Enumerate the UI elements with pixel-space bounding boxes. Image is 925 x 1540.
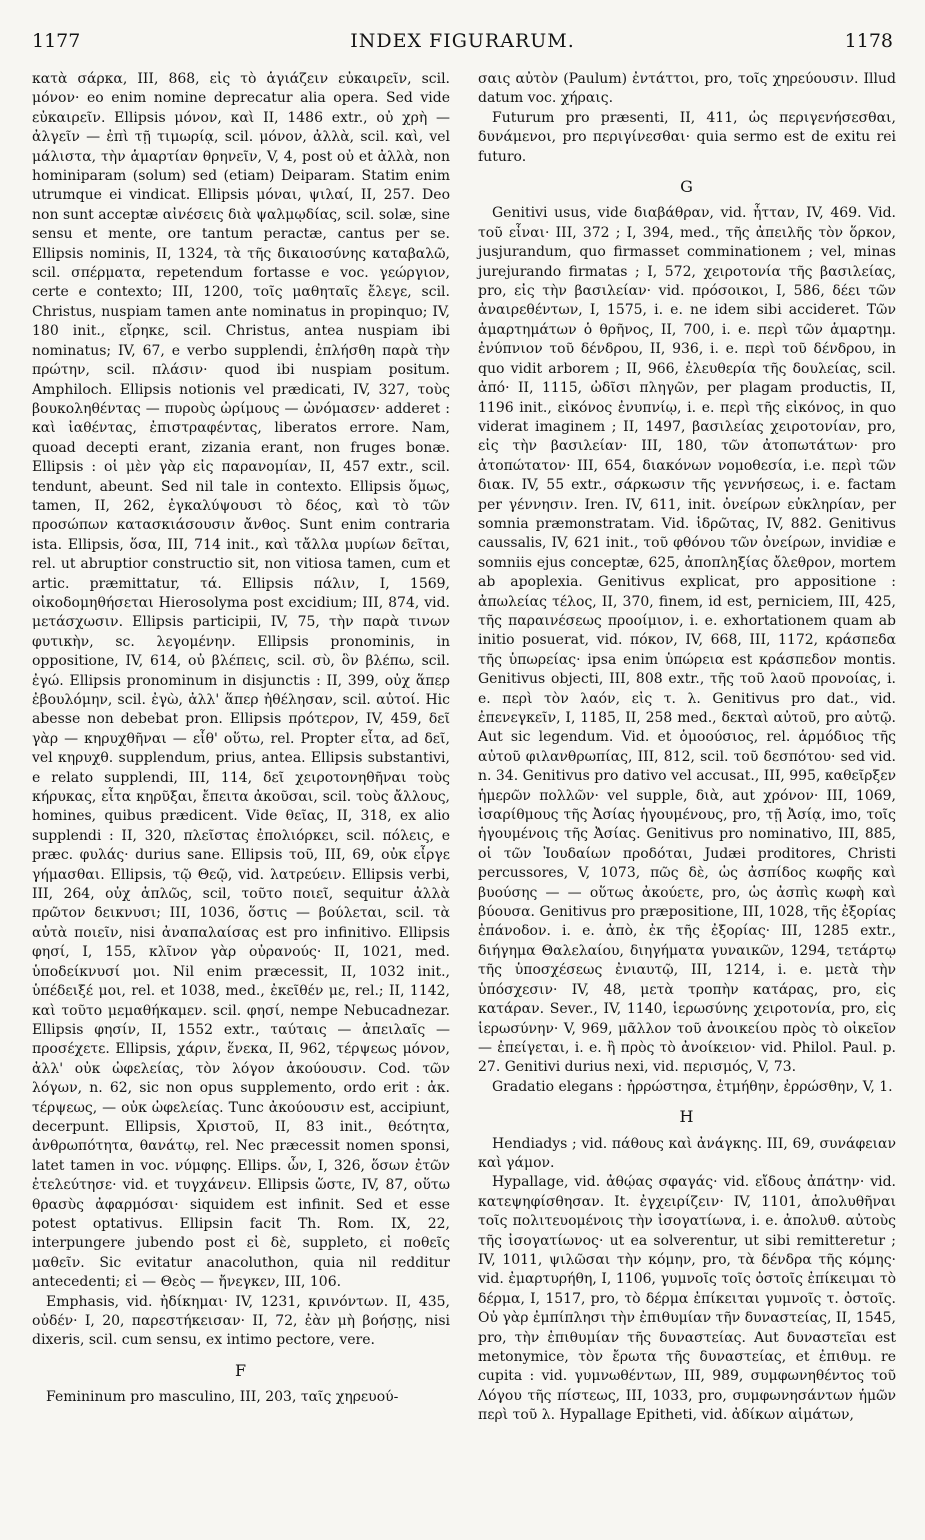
right-paragraph-hypallage: Hypallage, vid. ἀθῴας σφαγάς· vid. εἴδους ἀπάτην· vid. κατεψηφίσθησαν. It. ἐγχειρίζειν· IV, 1101, ἀπολυθῆναι τοῖς πολιτευομένοις τὴν ἰσογατίωνα, i. e. ἀπολυθ. αὐτοὺς τῆς ἰσογατίωνος· ut ea solverentur, ut sibi remitteretur ; IV, 1011, ψιλῶσαι τὴν κόμην, pro, τὰ δένδρα τῆς κόμης· vid. ἐμαρτυρήθη, I, 1106, γυμνοῖς τοῖς ὀστοῖς ἐπίκειμαι τὸ δέρμα, I, 1517, pro, τὸ δέρμα ἐπίκειται γυμνοῖς τ. ὀστοῖς. Οὐ γὰρ ἐμπίπλησι τὴν ἐπιθυμίαν τῆν δυναστείας, II, 1545, pro, τὴν ἐπιθυμίαν τῆς δυναστείας. Aut δυναστεῖαι est metonymice, τὸν ἔρωτα τῆς δυναστείας, et ἐπιθυμ. re cupita : vid. γυμνωθέντων, III, 989, συμφωνηθέντος τοῦ Λόγου τῆς πίστεως, III, 1033, pro, συμφωνησάντων ἡμῶν περὶ τοῦ λ. Hypallage Epitheti, vid. ἀδίκων αἱμάτων, <box>478 1174 896 1424</box>
page-header <box>0 10 925 54</box>
left-page-number: 1177 <box>32 30 81 52</box>
left-paragraph-emphasis: Emphasis, vid. ἠδίκημαι· IV, 1231, κρινόντων. II, 435, οὐδέν· I, 20, παρεστήκεισαν· II, 72, ἐὰν μὴ βοήσῃς, nisi dixeris, scil. cum sensu, ex intimo pectore, vere. <box>32 1293 450 1349</box>
right-paragraph-futurum: Futurum pro præsenti, II, 411, ὡς περιγενήσεσθαι, δυνάμενοι, pro περιγίνεσθαι· quia sermo est de exitu rei futuro. <box>478 109 896 165</box>
left-paragraph-1: κατὰ σάρκα, III, 868, εἰς τὸ ἁγιάζειν εὐκαιρεῖν, scil. μόνον· eo enim nomine deprecatur alia opera. Sed vide εὐκαιρεῖν. Ellipsis μόνον, καὶ II, 1486 extr., οὐ χρὴ — ἀλγεῖν — ἐπὶ τῇ τιμωρίᾳ, scil. μόνον, ἀλλὰ, scil. καὶ, vel μάλιστα, τὴν ἁμαρτίαν θρηνεῖν, V, 4, post οὐ et ἀλλὰ, non hominiparam (solum) sed (etiam) Deiparam. Statim enim utrumque ei vindicat. Ellipsis μόναι, ψιλαί, II, 257. Deo non sunt acceptæ αἰνέσεις διὰ ψαλμῳδίας, scil. solæ, sine sensu et mente, ore tantum peractæ, cantus per se. Ellipsis nominis, II, 1324, τὰ τῆς δικαιοσύνης καταβαλῶ, scil. σπέρματα, repetendum fortasse e voc. γεώργιον, certe e contexto; III, 1200, τοῖς μαθηταῖς ἔλεγε, scil. Christus, nuspiam tamen ante nominatus in propinquo; IV, 180 init., εἴρηκε, scil. Christus, antea nuspiam ibi nominatus; IV, 67, e verbo supplendi, ἐπλήσθη παρὰ τὴν πρώτην, scil. πλάσιν· quod ibi nuspiam positum. Amphiloch. Ellipsis notionis vel prædicati, IV, 327, τοὺς βουκοληθέντας — πυροὺς ὠρίμους — ὠνόμασεν· adderet : καὶ ἰαθέντας, ἐπιστραφέντας, liberatos errore. Nam, quoad decepti erant, zizania erant, non fruges bonæ. Ellipsis : οἱ μὲν γὰρ εἰς παρανομίαν, II, 457 extr., scil. tendunt, abeunt. Sed nil tale in contexto. Ellipsis ὅμως, tamen, II, 262, ἐγκαλύψουσι τὸ δέος, καὶ τὸ τῶν προσώπων κατασκιάσουσιν ἄνθος. Sunt enim contraria ista. Ellipsis, ὅσα, III, 714 init., καὶ τἄλλα μυρίων δεῖται, rel. ut abruptior constructio sit, non vitiosa tamen, cum et artic. præmittatur, τά. Ellipsis πάλιν, I, 1569, οἰκοδομηθήσεται Hierosolyma post excidium; III, 874, vid. μετάσχωσιν. Ellipsis participii, IV, 75, τὴν παρὰ τινων φυτικὴν, sc. λεγομένην. Ellipsis pronominis, in oppositione, IV, 614, οὐ βλέπεις, scil. σὺ, ὃν βλέπω, scil. ἐγώ. Ellipsis pronominum in disjunctis : II, 399, οὐχ ἅπερ ἐβουλόμην, scil. ἐγὼ, ἀλλ' ἅπερ ἠθέλησαν, scil. αὐτοί. Hic abesse non debebat pron. Ellipsis πρότερον, IV, 459, δεῖ γὰρ — κηρυχθῆναι — εἶθ' οὕτω, rel. Propter εἶτα, ad δεῖ, vel κηρυχθ. supplendum, prius, antea. Ellipsis substantivi, e relato supplendi, III, 114, δεῖ χειροτονηθῆναι τοὺς κήρυκας, εἶτα κηρῦξαι, ἔπειτα ἀκοῦσαι, scil. τοὺς ἄλλους, homines, quibus prædicent. Vide θεῖας, II, 318, ex alio supplendi : II, 320, πλεῖστας ἐπολιόρκει, scil. πόλεις, e præc. φυλάς· durius sane. Ellipsis τοῦ, III, 69, οὐκ εἶργε γήμασθαι. Ellipsis, τῷ Θεῷ, vid. λατρεύειν. Ellipsis verbi, III, 264, οὐχ ἁπλῶς, scil, τοῦτο ποιεῖ, sequitur ἀλλὰ πρῶτον δεικνυσι; III, 1036, ὅστις — βούλεται, scil. τὰ αὐτὰ ποιεῖν, nisi ἀναπαλαίσας est pro infinitivo. Ellipsis φησί, I, 155, κλῖνον γὰρ οὐρανούς· II, 1021, med. ὑποδείκνυσί μοι. Nil enim præcessit, II, 1032 init., ὑπέδειξέ μοι, rel. et 1038, med., ἐκεῖθέν με, rel.; II, 1142, καὶ τοῦτο μεμαθήκαμεν. scil. φησί, nempe Nebucadnezar. Ellipsis φησίν, II, 1552 extr., ταύταις — ἀπειλαῖς — προσέχετε. Ellipsis, χάριν, ἕνεκα, II, 962, τέρψεως μόνον, ἀλλ' οὐκ ὠφελείας, τὸν λόγον ἀκούουσιν. Cod. τῶν λόγων, n. 62, sic non opus supplemento, ordo erit : ἀκ. τέρψεως, — οὐκ ὠφελείας. Tunc ἀκούουσιν est, accipiunt, decerpunt. Ellipsis, Χριστοῦ, II, 83 init., θεότητα, ἀνθρωπότητα, θανάτῳ, rel. Nec præcessit nomen sponsi, latet tamen in voc. νύμφης. Ellips. ὧν, I, 326, ὅσων ἐτῶν ἐτελεύτησε· vid. et τυγχάνειν. Ellipsis ὥστε, IV, 87, οὕτω θρασὺς ἀφαρμόσαι· siquidem est infinit. Sed et esse potest optativus. Ellipsin facit Th. Rom. IX, 22, interpungere jubendo post εἰ δὲ, suppleto, εἰ ποθεῖς μαθεῖν. Sic evitatur anacoluthon, quia nil redditur antecedenti; εἰ — Θεὸς — ἤνεγκεν, III, 106. <box>32 71 450 1291</box>
left-paragraph-femininum: Femininum pro masculino, III, 203, ταῖς χηρευού- <box>46 1389 399 1406</box>
right-paragraph-hendiadys: Hendiadys ; vid. πάθους καὶ ἀνάγκης. III, 69, συνάφειαν καὶ γάμον. <box>478 1135 896 1171</box>
right-paragraph-continuation: σαις αὐτὸν (Paulum) ἐντάττοι, pro, τοῖς χηρεύουσιν. Illud datum voc. χήραις. <box>478 71 896 107</box>
right-column <box>478 70 896 1522</box>
running-title: INDEX FIGURARUM. <box>350 30 575 52</box>
right-paragraph-gradatio: Gradatio elegans : ἠρρώστησα, ἐτμήθην, ἐρρώσθην, V, 1. <box>492 1078 893 1095</box>
right-paragraph-genitivi: Genitivi usus, vide διαβάθραν, vid. ἧτταν, IV, 469. Vid. τοῦ εἶναι· III, 372 ; I, 394, med., τῆς ἀπειλῆς τὸν ὅρκον, jusjurandum, quo firmasset comminationem ; vel, minas jurejurando firmatas ; I, 572, χειροτονία τῆς βασιλείας, pro, εἰς τὴν βασιλείαν· vid. πρόσοικοι, I, 586, δέει τῶν ἀναιρεθέντων, I, 1575, i. e. ne idem sibi accideret. Τῶν ἁμαρτημάτων ὁ θρῆνος, II, 700, i. e. περὶ τῶν ἁμαρτημ. ἐνύπνιον τοῦ δένδρου, II, 936, i. e. περὶ τοῦ δένδρου, in quo vidit arborem ; II, 966, ἐλευθερία τῆς δουλείας, scil. ἀπό· II, 1115, ὠδῖσι πληγῶν, per plagam productis, II, 1196 init., εἰκόνος ἐνυπνίῳ, i. e. περὶ τῆς εἰκόνος, in quo viderat imaginem ; II, 1497, βασιλείας χειροτονίαν, pro, εἰς τὴν βασιλείαν· III, 180, τῶν ἀτοπωτάτων· pro ἀτοπώτατον· III, 654, διακόνων νομοθεσία, i.e. περὶ τῶν διακ. IV, 55 extr., σάρκωσιν τῆς γεννήσεως, i. e. factam per γέννησιν. Iren. IV, 611, init. ὀνείρων εὐκληρίαν, per somnia præmonstratam. Vid. ἱδρῶτας, IV, 882. Genitivus caussalis, IV, 621 init., τοῦ φθόνου τῶν ὀνείρων, invidiæ e somniis ejus conceptæ, 625, ἀποπληξίας ὄλεθρον, mortem ab apoplexia. Genitivus explicat, pro appositione : ἀπωλείας τέλος, II, 370, finem, id est, perniciem, III, 425, τῆς παραινέσεως προοίμιον, i. e. exhortationem quam ab initio posuerat, vid. πόκον, IV, 668, III, 1172, κράσπεδα τῆς ὑπωρείας· ipsa enim ὑπώρεια est κράσπεδον montis. Genitivus objecti, III, 808 extr., τῆς τοῦ λαοῦ προνοίας, i. e. περὶ τὸν λαόν, εἰς τ. λ. Genitivus pro dat., vid. ἐπενεγκεῖν, I, 1185, II, 258 med., δεκταὶ αὐτοῦ, pro αὐτῷ. Aut sic legendum. Vid. et ὁμοούσιος, rel. ἁρμόδιος τῆς αὐτοῦ φιλανθρωπίας, III, 812, scil. τοῦ δεσπότου· sed vid. n. 34. Genitivus pro dativo vel accusat., III, 995, καθεῖρξεν ἡμερῶν πολλῶν· vel supple, διὰ, aut χρόνον· III, 1069, ἰσαρίθμους τῆς Ἀσίας ἡγουμένους, pro, τῇ Ἀσίᾳ, imo, τοῖς ἡγουμένοις τῆς Ἀσίας. Genitivus pro nominativo, III, 885, οἱ τῶν Ἰουδαίων προδόται, Judæi proditores, Christi percussores, V, 1073, πῶς δὲ, ὡς ἀσπίδος κωφῆς καὶ βυούσης — — οὕτως ἀκούετε, pro, ὡς ἀσπὶς κωφὴ καὶ βύουσα. Genitivus pro præpositione, III, 1028, τῆς ἐξορίας ἐπάνοδον. i. e. ἀπὸ, ἐκ τῆς ἐξορίας· III, 1285 extr., διήγημα Θαλελαίου, διηγήματα γυναικῶν, 1294, τετάρτῳ τῆς ὑποσχέσεως ἐνιαυτῷ, III, 1214, i. e. μετὰ τὴν ὑπόσχεσιν· IV, 48, μετὰ τροπὴν κατάρας, pro, εἰς κατάραν. Sever., IV, 1140, ἱερωσύνης χειροτονία, pro, εἰς ἱερωσύνην· V, 969, μᾶλλον τοῦ ἀνοικείου πρὸς τὸ οἰκεῖον — ἐπείγεται, i. e. ἢ πρὸς τὸ ἀνοίκειον· vid. Philol. Paul. p. 27. Genitivi durius nexi, vid. περισμός, V, 73. <box>478 205 896 1076</box>
section-letter-h: H <box>679 1107 695 1127</box>
section-letter-f: F <box>234 1360 248 1380</box>
left-column <box>32 70 450 1522</box>
right-page-number: 1178 <box>844 30 893 52</box>
section-letter-g: G <box>680 177 694 197</box>
